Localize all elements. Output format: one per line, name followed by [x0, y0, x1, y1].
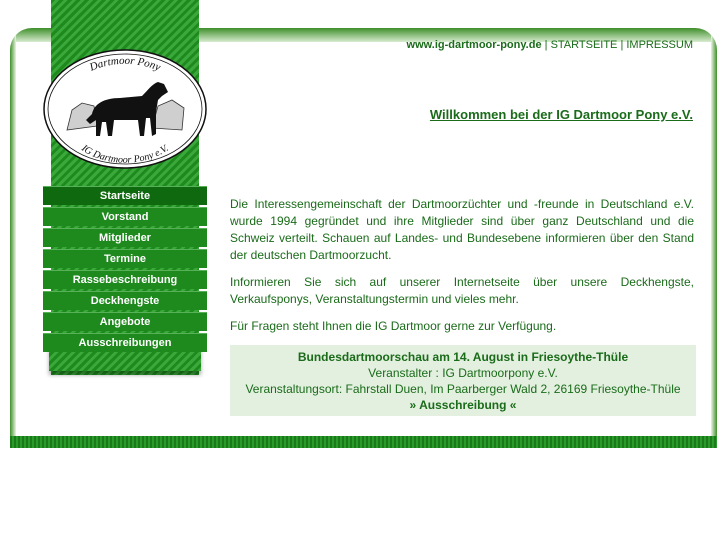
event-box [230, 345, 696, 416]
nav-item-termine[interactable]: Termine [43, 249, 207, 268]
main-content [230, 196, 694, 345]
frame-bottom-border [10, 436, 717, 448]
nav-item-rassebeschreibung[interactable]: Rassebeschreibung [43, 270, 207, 289]
event-location: Veranstaltungsort: Fahrstall Duen, Im Paarberger Wald 2, 26169 Friesoythe-Thüle [245, 382, 681, 396]
nav-item-ausschreibungen[interactable]: Ausschreibungen [43, 333, 207, 352]
nav-item-startseite[interactable]: Startseite [43, 186, 207, 205]
header-links [407, 39, 693, 51]
site-url-link[interactable]: www.ig-dartmoor-pony.de [406, 39, 542, 51]
frame-left-border [10, 28, 16, 448]
contact-paragraph: Für Fragen steht Ihnen die IG Dartmoor gerne zur Verfügung. [230, 319, 557, 333]
nav-item-angebote[interactable]: Angebote [43, 312, 207, 331]
logo-top-text: Dartmoor Pony [87, 54, 163, 74]
event-title: Bundesdartmoorschau am 14. August in Friesoythe-Thüle [297, 350, 629, 364]
header-separator: | [617, 39, 627, 51]
startseite-link[interactable]: STARTSEITE [550, 39, 618, 51]
logo-bottom-text: IG Dartmoor Pony e.V. [79, 142, 171, 166]
logo[interactable] [42, 48, 208, 170]
nav-item-mitglieder[interactable]: Mitglieder [43, 228, 207, 247]
nav-item-vorstand[interactable]: Vorstand [43, 207, 207, 226]
impressum-link[interactable]: IMPRESSUM [626, 39, 693, 51]
welcome-heading: Willkommen bei der IG Dartmoor Pony e.V. [429, 107, 693, 122]
frame-right-border [711, 28, 717, 448]
header-separator: | [541, 39, 551, 51]
nav-item-deckhengste[interactable]: Deckhengste [43, 291, 207, 310]
info-paragraph: Informieren Sie sich auf unserer Internetseite über unsere Deckhengste, Verkaufsponys, Veranstaltungstermin und vieles mehr. [230, 275, 694, 306]
ausschreibung-link[interactable]: » Ausschreibung « [409, 398, 517, 412]
event-organizer: Veranstalter : IG Dartmoorpony e.V. [368, 366, 558, 380]
intro-paragraph: Die Interessengemeinschaft der Dartmoorzüchter und -freunde in Deutschland e.V. wurde 1994 gegründet und ihre Mitglieder sind über ganz Deutschland und die Schweiz verteilt. Schauen auf Landes- und Bundesebene informieren über den Stand der deutschen Dartmoorzucht. [230, 197, 694, 262]
sidebar-nav [43, 186, 207, 354]
